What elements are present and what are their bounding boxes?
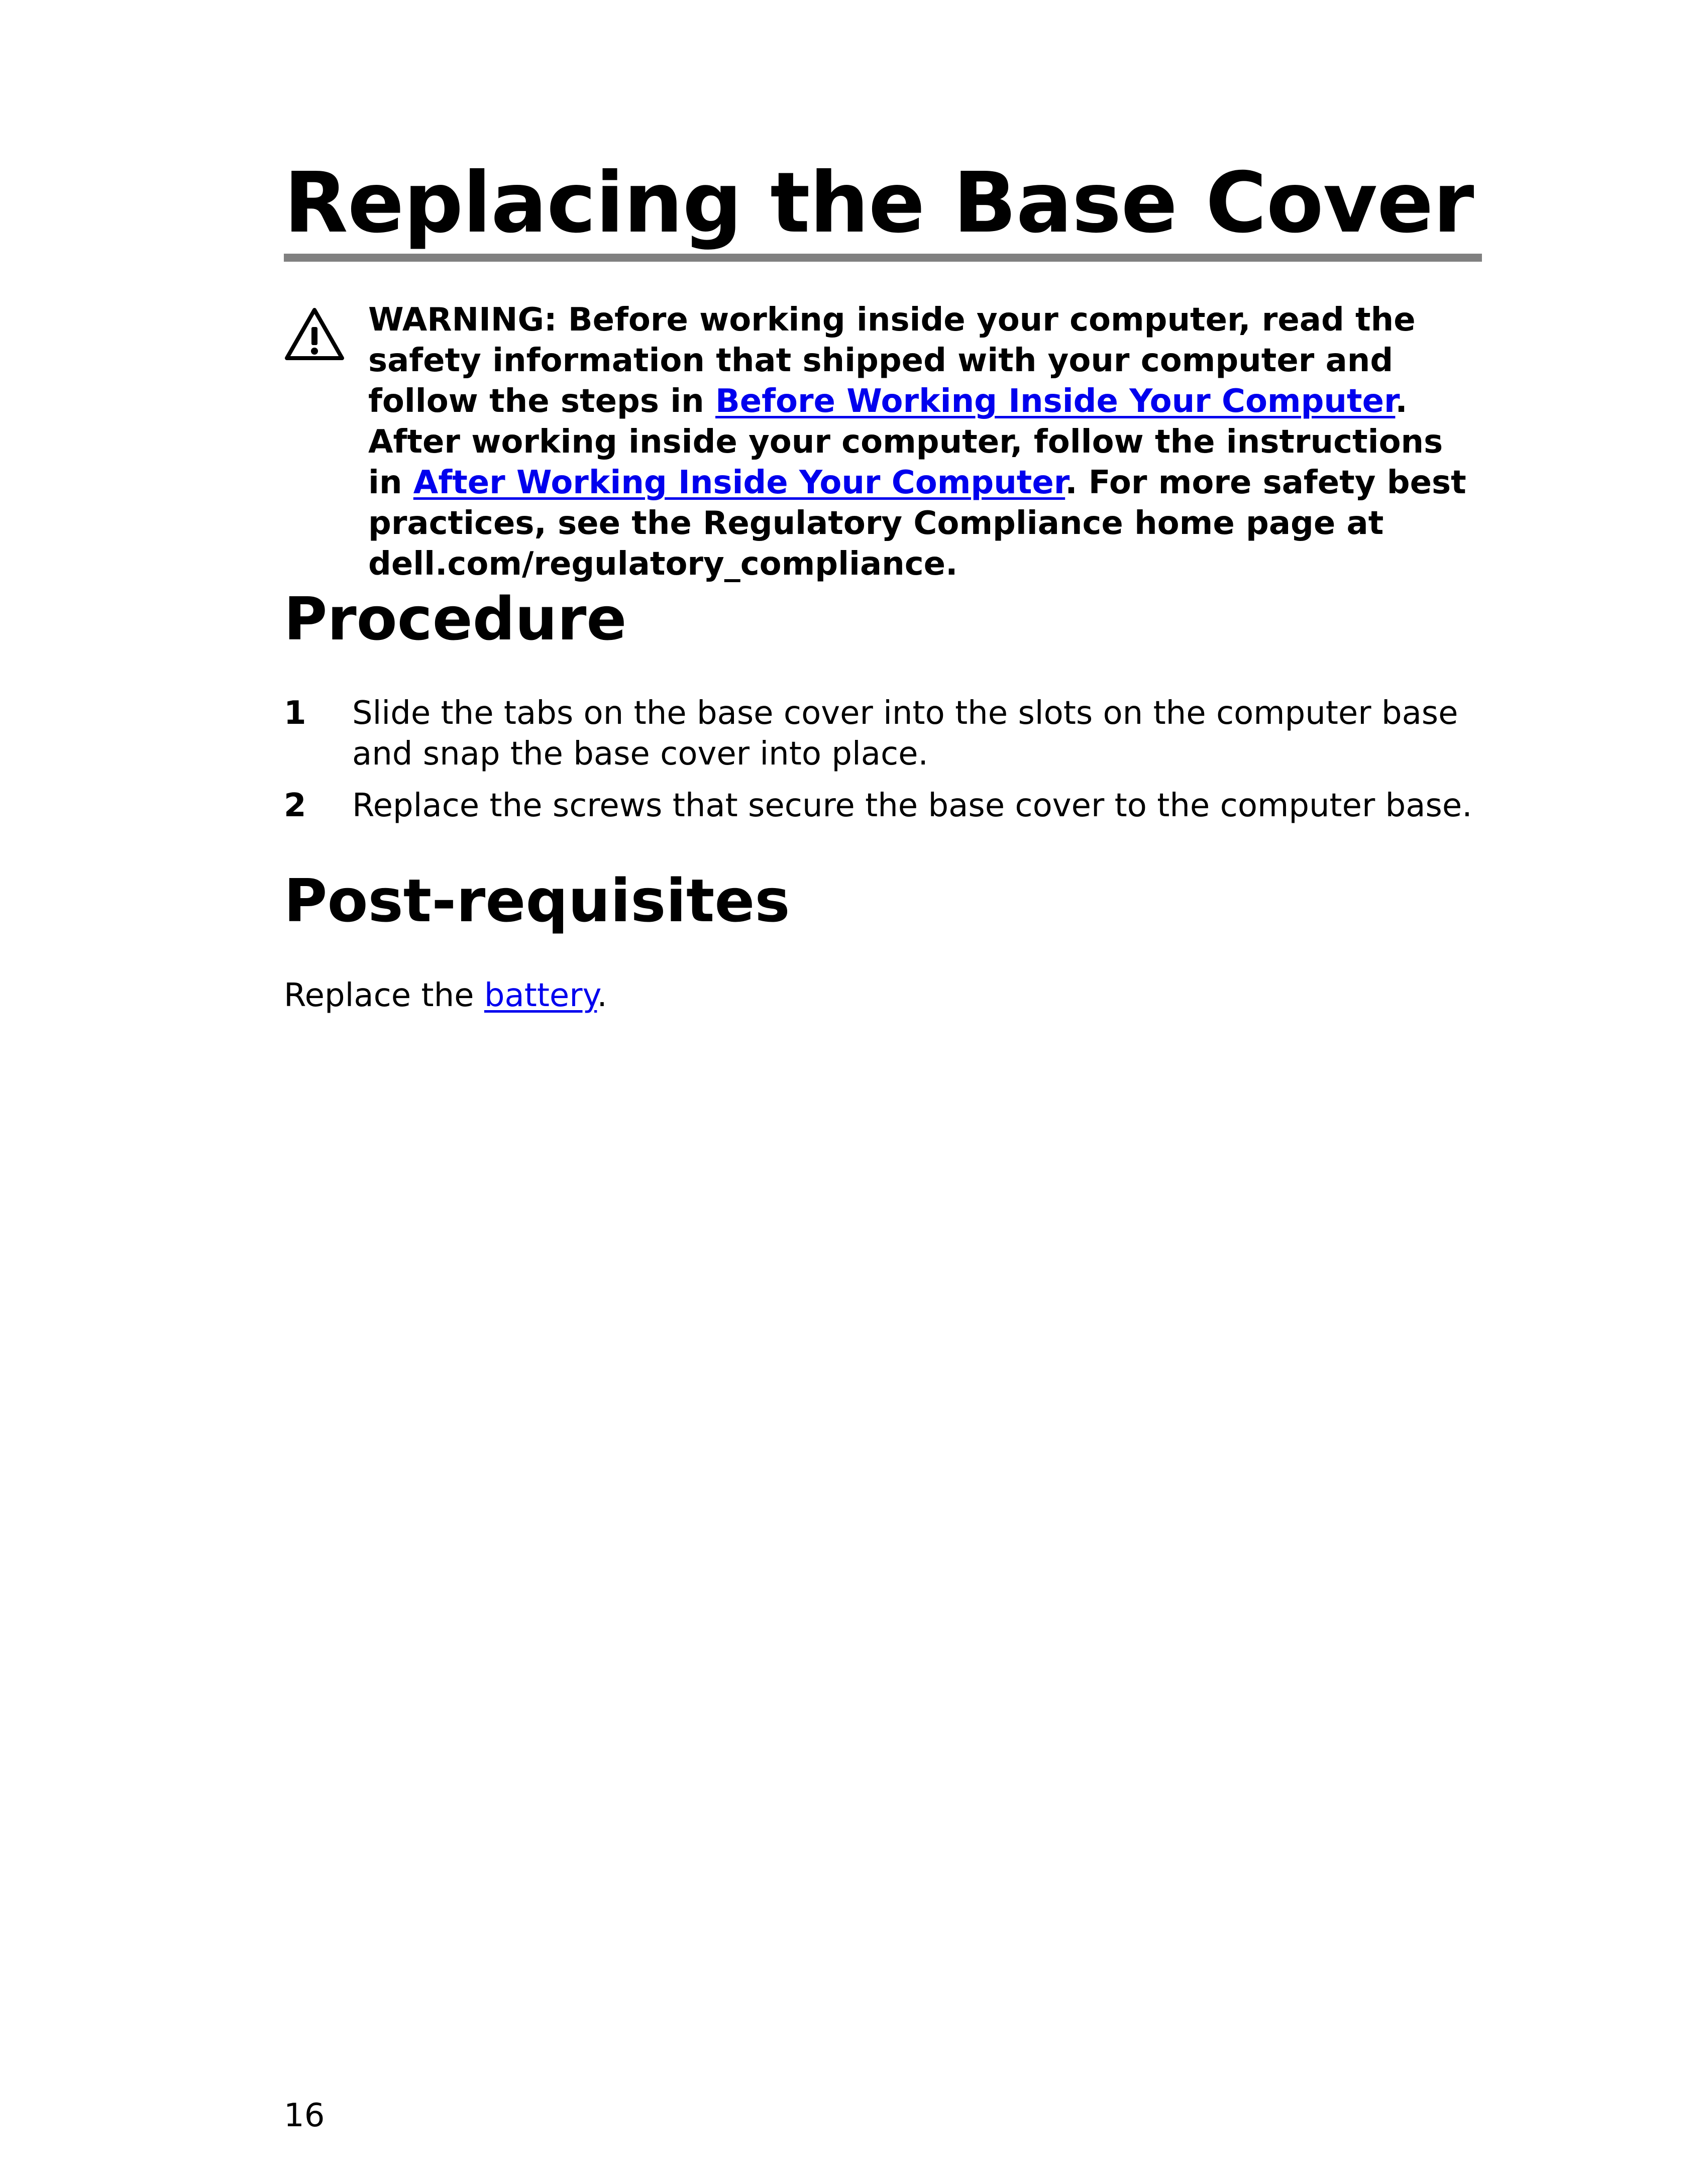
step-text: Replace the screws that secure the base cover to the computer base. <box>352 787 1472 824</box>
step-text: Slide the tabs on the base cover into the slots on the computer base and snap the base cover into place. <box>352 695 1458 773</box>
step-number: 1 <box>284 695 306 732</box>
after-working-link[interactable]: After Working Inside Your Computer <box>413 464 1065 501</box>
procedure-heading: Procedure <box>284 584 627 653</box>
post-requisites-text-before: Replace the <box>284 977 484 1014</box>
step-number: 2 <box>284 787 306 824</box>
warning-notice <box>368 300 1483 585</box>
warning-text-part1: WARNING: Before working inside your computer, read the safety information that shipped with your computer and follow the steps in <box>368 301 1416 420</box>
page-title: Replacing the Base Cover <box>284 155 1474 252</box>
post-requisites-heading: Post-requisites <box>284 866 790 935</box>
battery-link[interactable]: battery <box>484 977 597 1014</box>
procedure-steps <box>284 693 1482 837</box>
page-number: 16 <box>284 2097 325 2134</box>
post-requisites-text <box>284 975 607 1016</box>
warning-text-part2: . After working inside your computer, follow the instructions in <box>368 383 1443 501</box>
title-underline <box>284 254 1482 262</box>
procedure-step <box>284 786 1482 826</box>
before-working-link[interactable]: Before Working Inside Your Computer <box>715 383 1396 420</box>
warning-triangle-icon <box>284 307 345 362</box>
warning-text-part3: . For more safety best practices, see the Regulatory Compliance home page at dell.com/regulatory_compliance. <box>368 464 1466 583</box>
procedure-step <box>284 693 1482 775</box>
post-requisites-text-after: . <box>597 977 607 1014</box>
